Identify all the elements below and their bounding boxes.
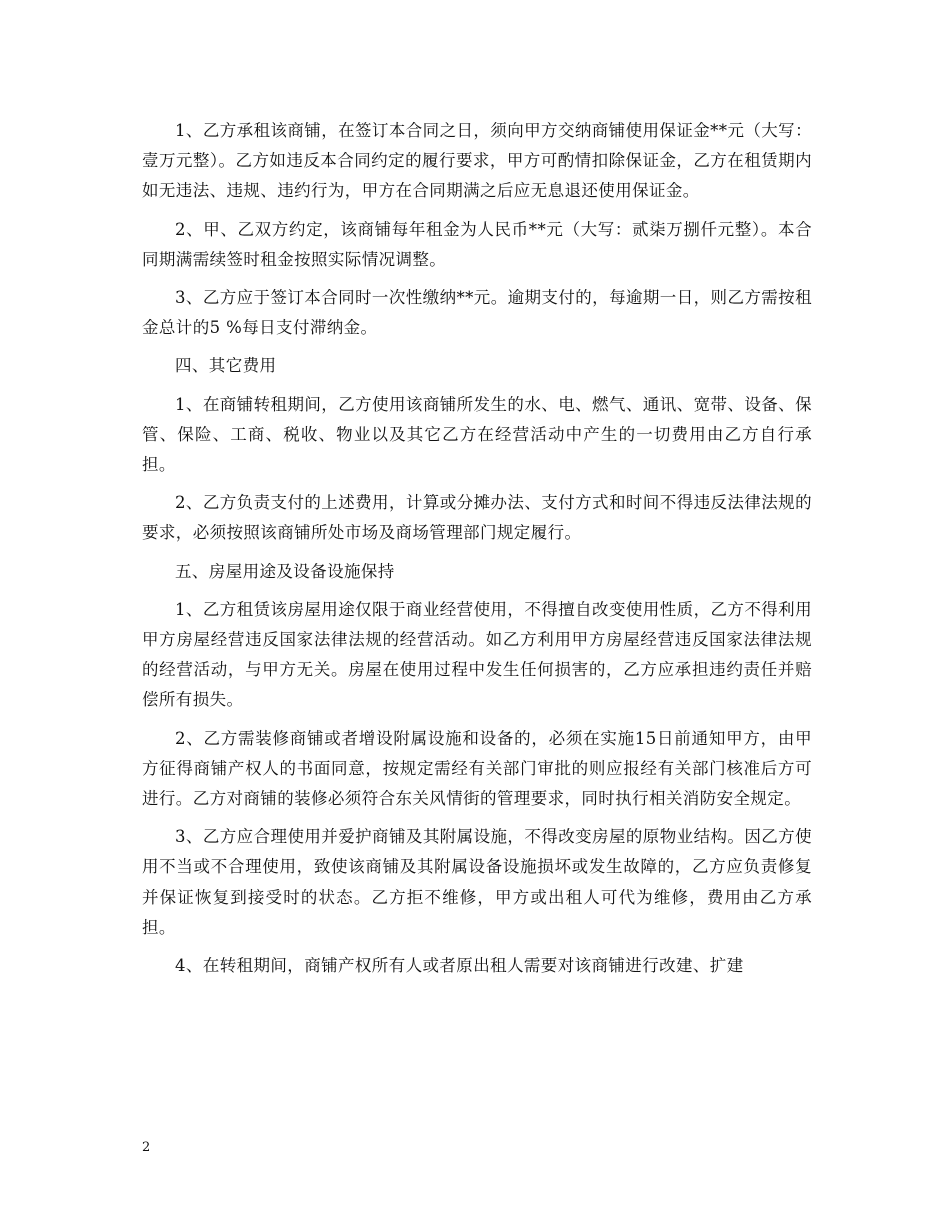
clause-fee-compliance: 2、乙方负责支付的上述费用，计算或分摊办法、支付方式和时间不得违反法律法规的要求，必须按照该商铺所处市场及商场管理部门规定履行。: [142, 493, 812, 543]
section-heading-other-fees: 四、其它费用: [175, 356, 277, 376]
page-number: 2: [142, 1140, 151, 1155]
clause-operating-costs: 1、在商铺转租期间，乙方使用该商铺所发生的水、电、燃气、通讯、宽带、设备、保管、保险、工商、税收、物业以及其它乙方在经营活动中产生的一切费用由乙方自行承担。: [142, 394, 812, 475]
section-heading-usage-maintenance: 五、房屋用途及设备设施保持: [175, 561, 395, 581]
clause-deposit: 1、乙方承租该商铺，在签订本合同之日，须向甲方交纳商铺使用保证金**元（大写：壹万元整）。乙方如违反本合同约定的履行要求，甲方可酌情扣除保证金，乙方在租赁期内如无违法、违规、违约行为，甲方在合同期满之后应无息退还使用保证金。: [142, 121, 812, 201]
clause-annual-rent: 2、甲、乙双方约定，该商铺每年租金为人民币**元（大写：贰柒万捌仟元整）。本合同期满需续签时租金按照实际情况调整。: [142, 219, 812, 269]
clause-reconstruction: 4、在转租期间，商铺产权所有人或者原出租人需要对该商铺进行改建、扩建: [175, 956, 744, 976]
clause-usage-restriction: 1、乙方租赁该房屋用途仅限于商业经营使用，不得擅自改变使用性质，乙方不得利用甲方房屋经营违反国家法律法规的经营活动。如乙方利用甲方房屋经营违反国家法律法规的经营活动，与甲方无关。房屋在使用过程中发生任何损害的，乙方应承担违约责任并赔偿所有损失。: [142, 599, 812, 710]
clause-payment-late-fee: 3、乙方应于签订本合同时一次性缴纳**元。逾期支付的，每逾期一日，则乙方需按租金总计的5 %每日支付滞纳金。: [142, 288, 812, 338]
document-body: [142, 116, 812, 989]
clause-proper-use-repair: 3、乙方应合理使用并爱护商铺及其附属设施，不得改变房屋的原物业结构。因乙方使用不当或不合理使用，致使该商铺及其附属设备设施损坏或发生故障的，乙方应负责修复并保证恢复到接受时的状态。乙方拒不维修，甲方或出租人可代为维修，费用由乙方承担。: [142, 827, 812, 937]
clause-renovation: 2、乙方需装修商铺或者增设附属设施和设备的，必须在实施15日前通知甲方，由甲方征得商铺产权人的书面同意，按规定需经有关部门审批的则应报经有关部门核准后方可进行。乙方对商铺的装修必须符合东关风情街的管理要求，同时执行相关消防安全规定。: [142, 728, 812, 809]
